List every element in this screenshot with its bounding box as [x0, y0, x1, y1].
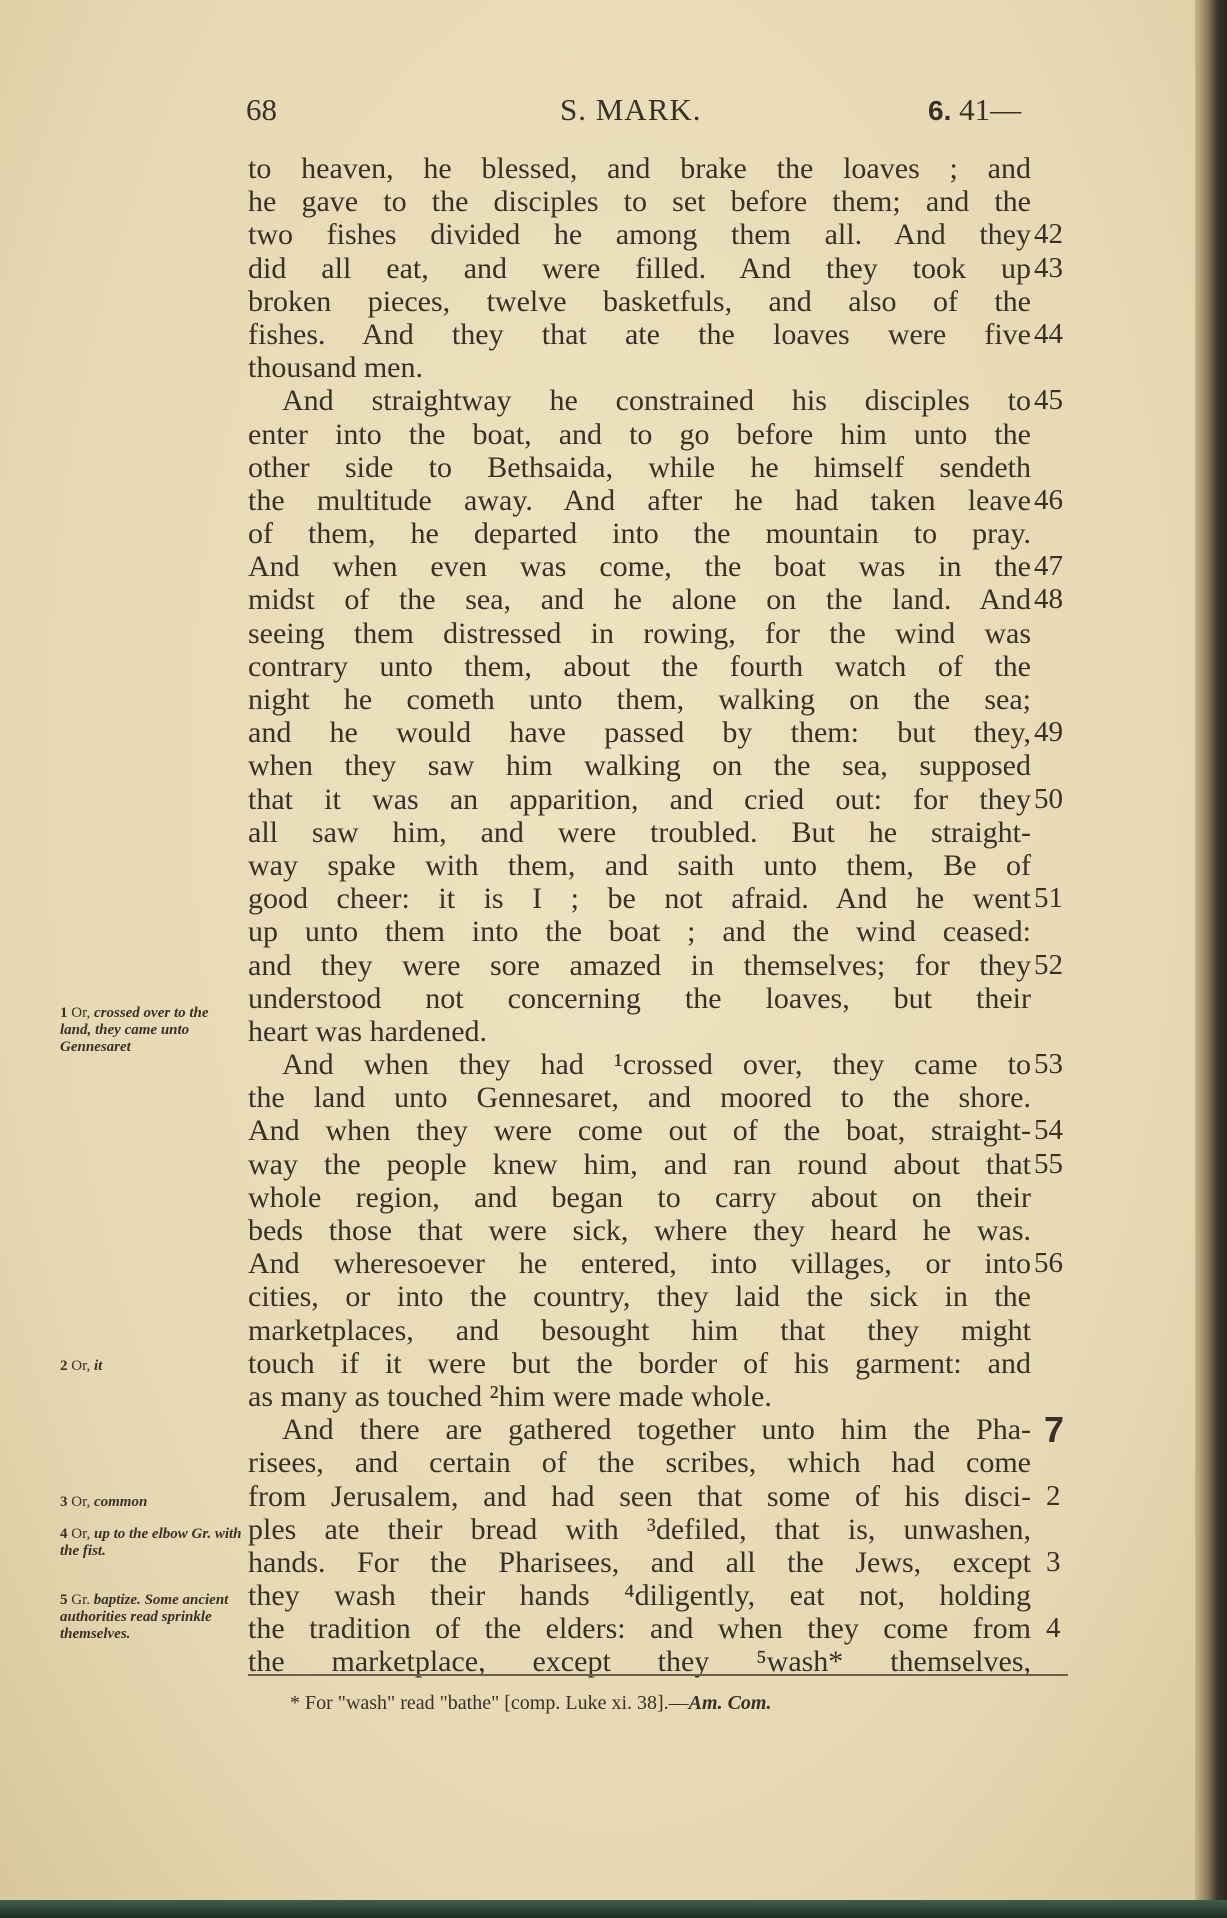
text-line: [248, 782, 1063, 816]
line-text: from Jerusalem, and had seen that some of his disci-: [248, 1479, 1031, 1513]
chapter-verse-ref: 6. 41—: [928, 92, 1022, 127]
text-line: [248, 185, 1048, 218]
line-text: hands. For the Pharisees, and all the Jews, except: [248, 1545, 1031, 1579]
body-text: [248, 152, 1065, 1679]
text-line: [248, 218, 1063, 252]
margin-note-1: 1 Or, crossed over to the land, they came unto Gennesaret: [60, 1005, 209, 1055]
margin-note-4: 4 Or, up to the elbow Gr. with the fist.: [60, 1526, 242, 1559]
verse-number: 52: [1034, 948, 1063, 981]
text-line: [248, 583, 1063, 617]
text-line: [248, 1015, 1048, 1048]
margin-note-3: 3 Or, common: [60, 1494, 148, 1510]
verse-number: 47: [1034, 550, 1063, 583]
verse-number: 44: [1034, 317, 1063, 350]
verse-number: 2: [1046, 1479, 1061, 1512]
line-text: seeing them distressed in rowing, for the wind was: [248, 616, 1031, 650]
text-line: [248, 1048, 1063, 1082]
text-line: [248, 317, 1063, 351]
text-line: [248, 1114, 1063, 1148]
line-text: And when they were come out of the boat, straight-: [248, 1114, 1031, 1148]
text-line: [248, 1545, 1061, 1579]
line-text: thousand men.: [248, 351, 423, 385]
text-line: [248, 451, 1048, 484]
line-text: broken pieces, twelve basketfuls, and also of the: [248, 284, 1031, 318]
line-text: And when even was come, the boat was in the: [248, 550, 1031, 584]
text-line: [248, 1280, 1048, 1313]
line-text: other side to Bethsaida, while he himself sendeth: [248, 450, 1031, 484]
text-line: [248, 1579, 1048, 1612]
verse-number: 50: [1034, 782, 1063, 815]
text-line: [248, 816, 1048, 849]
line-text: And straightway he constrained his disciples to: [282, 384, 1031, 418]
text-line: [248, 1446, 1048, 1479]
text-line: [248, 550, 1063, 584]
text-line: [248, 1314, 1048, 1347]
margin-note-5: 5 Gr. baptize. Some ancient authorities read sprinkle themselves.: [60, 1592, 229, 1642]
text-line: [248, 418, 1048, 451]
line-text: midst of the sea, and he alone on the land. And: [248, 583, 1031, 617]
line-text: two fishes divided he among them all. And they: [248, 218, 1031, 252]
line-text: the multitude away. And after he had taken leave: [248, 483, 1031, 517]
line-text: And when they had ¹crossed over, they came to: [282, 1048, 1031, 1082]
text-line: [248, 617, 1048, 650]
line-text: marketplaces, and besought him that they might: [248, 1313, 1031, 1347]
verse-number: 53: [1034, 1048, 1063, 1081]
text-line: [248, 1409, 1065, 1451]
verse-number: 49: [1034, 716, 1063, 749]
text-line: [248, 285, 1048, 318]
text-line: [248, 1147, 1063, 1181]
line-text: that it was an apparition, and cried out: for they: [248, 782, 1031, 816]
text-line: [248, 517, 1048, 550]
verse-number: 56: [1034, 1247, 1063, 1280]
verse-number: 51: [1034, 882, 1063, 915]
line-text: And there are gathered together unto him the Pha-: [282, 1413, 1031, 1447]
verse-number: 45: [1034, 384, 1063, 417]
text-line: [248, 716, 1063, 750]
text-line: [248, 749, 1048, 782]
text-line: [248, 1247, 1063, 1281]
line-text: the marketplace, except they ⁵wash* themselves,: [248, 1645, 1031, 1679]
book-title: S. MARK.: [560, 92, 702, 127]
line-text: And wheresoever he entered, into villages, or into: [248, 1247, 1031, 1281]
text-line: [248, 1214, 1048, 1247]
text-line: [248, 1181, 1048, 1214]
line-text: heart was hardened.: [248, 1014, 488, 1048]
line-text: understood not concerning the loaves, but their: [248, 981, 1031, 1015]
line-text: as many as touched ²him were made whole.: [248, 1379, 772, 1413]
line-text: beds those that were sick, where they heard he was.: [248, 1214, 1031, 1247]
line-text: and they were sore amazed in themselves; for they: [248, 948, 1031, 982]
line-text: and he would have passed by them: but they,: [248, 716, 1031, 750]
line-text: cities, or into the country, they laid the sick in the: [248, 1280, 1031, 1314]
text-line: [248, 1612, 1061, 1646]
line-text: to heaven, he blessed, and brake the loaves ; and: [248, 152, 1031, 185]
line-text: way spake with them, and saith unto them, Be of: [248, 848, 1031, 882]
verse-number: 55: [1034, 1147, 1063, 1180]
line-text: way the people knew him, and ran round about that: [248, 1147, 1031, 1181]
line-text: whole region, and began to carry about on their: [248, 1180, 1031, 1214]
line-text: ples ate their bread with ³defiled, that is, unwashen,: [248, 1512, 1031, 1546]
line-text: did all eat, and were filled. And they took up: [248, 251, 1031, 285]
line-text: up unto them into the boat ; and the wind ceased:: [248, 915, 1031, 949]
text-line: [248, 1513, 1048, 1546]
line-text: all saw him, and were troubled. But he straight-: [248, 815, 1031, 849]
line-text: good cheer: it is I ; be not afraid. And he went: [248, 882, 1031, 916]
text-line: [248, 1347, 1048, 1380]
line-text: night he cometh unto them, walking on the sea;: [248, 683, 1031, 716]
verse-number: 3: [1046, 1545, 1061, 1578]
footnote-rule: [248, 1674, 1068, 1676]
text-line: [248, 351, 1048, 384]
text-line: [248, 915, 1048, 948]
chapter-number: 7: [1044, 1409, 1065, 1451]
verse-number: 48: [1034, 583, 1063, 616]
line-text: the tradition of the elders: and when they come from: [248, 1612, 1031, 1646]
page-bottom-edge: [0, 1900, 1227, 1918]
line-text: the land unto Gennesaret, and moored to the shore.: [248, 1081, 1031, 1115]
verse-number: 4: [1046, 1612, 1061, 1645]
line-text: fishes. And they that ate the loaves were five: [248, 317, 1031, 351]
verse-number: 43: [1034, 251, 1063, 284]
text-line: [248, 683, 1048, 716]
page-number: 68: [246, 92, 277, 127]
text-line: [248, 882, 1063, 916]
text-line: [248, 1380, 1048, 1413]
line-text: he gave to the disciples to set before them; and the: [248, 185, 1031, 219]
line-text: risees, and certain of the scribes, which had come: [248, 1446, 1031, 1480]
verse-number: 54: [1034, 1114, 1063, 1147]
line-text: touch if it were but the border of his garment: and: [248, 1346, 1031, 1380]
text-line: [248, 384, 1063, 418]
text-line: [248, 1479, 1061, 1513]
line-text: they wash their hands ⁴diligently, eat not, holding: [248, 1579, 1031, 1613]
text-line: [248, 650, 1048, 683]
text-line: [248, 982, 1048, 1015]
text-line: [248, 251, 1063, 285]
text-line: [248, 948, 1063, 982]
book-spine: [1195, 0, 1227, 1918]
line-text: of them, he departed into the mountain to pray.: [248, 517, 1031, 551]
line-text: enter into the boat, and to go before him unto the: [248, 417, 1031, 451]
text-line: [248, 849, 1048, 882]
text-line: [248, 1081, 1048, 1114]
margin-note-2: 2 Or, it: [60, 1358, 103, 1374]
footnote: * For "wash" read "bathe" [comp. Luke xi. 38].—Am. Com.: [290, 1692, 772, 1714]
verse-number: 46: [1034, 483, 1063, 516]
line-text: when they saw him walking on the sea, supposed: [248, 749, 1031, 783]
line-text: contrary unto them, about the fourth watch of the: [248, 649, 1031, 683]
verse-number: 42: [1034, 218, 1063, 251]
running-header: [0, 92, 1227, 126]
text-line: [248, 483, 1063, 517]
text-line: [248, 152, 1048, 185]
